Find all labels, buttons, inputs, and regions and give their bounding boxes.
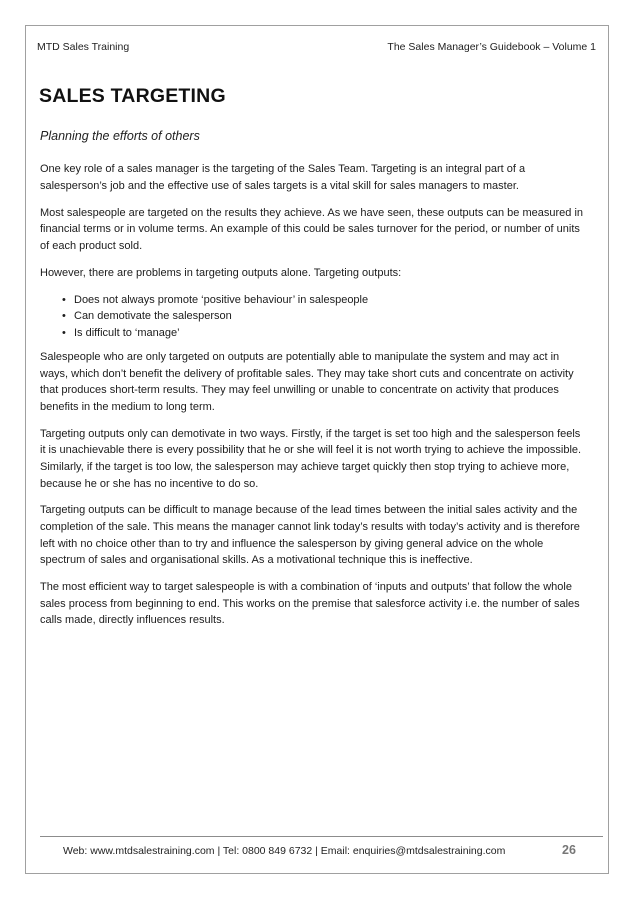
page-title: SALES TARGETING	[39, 85, 226, 107]
paragraph-problems: However, there are problems in targeting outputs alone. Targeting outputs:	[40, 266, 402, 279]
header-book-title: The Sales Manager’s Guidebook – Volume 1	[387, 41, 596, 53]
page-number: 26	[562, 843, 576, 857]
paragraph-manage: Targeting outputs can be difficult to manage because of the lead times between the initial sales activity and the completion of the sale. This means the manager cannot link today’s results with today’s activity and is therefore left with no choice other than to try and influence the salesperson by giving general advice on the whole spectrum of sales and organisational skills. As a motivational technique this is ineffective.	[40, 504, 580, 567]
page-subtitle: Planning the efforts of others	[40, 129, 200, 143]
bullet-item: • Does not always promote ‘positive behaviour’ in salespeople	[62, 292, 588, 308]
paragraph-results: Most salespeople are targeted on the results they achieve. As we have seen, these outputs can be measured in financial terms or in volume terms. An example of this could be sales turnover for the period, or number of units of each product sold.	[40, 206, 584, 252]
header-company: MTD Sales Training	[37, 41, 130, 53]
bullet-item: • Is difficult to ‘manage’	[62, 325, 588, 341]
footer-divider	[40, 836, 603, 837]
bullet-item: • Can demotivate the salesperson	[62, 308, 588, 324]
paragraph-manipulate: Salespeople who are only targeted on outputs are potentially able to manipulate the system and may act in ways, which don’t benefit the delivery of profitable sales. They may take short cuts and concentrate on activity that produces short-term results. They may feel unwilling or unable to concentrate on activity that produces benefits in the medium to long term.	[40, 350, 574, 413]
footer-contact: Web: www.mtdsalestraining.com | Tel: 0800 849 6732 | Email: enquiries@mtdsalestraining.com	[63, 845, 506, 857]
paragraph-intro: One key role of a sales manager is the targeting of the Sales Team. Targeting is an integral part of a salesperson’s job and the effective use of sales targets is a vital skill for sales managers to master.	[40, 163, 526, 192]
paragraph-demotivate: Targeting outputs only can demotivate in two ways. Firstly, if the target is set too high and the salesperson feels it is unachievable there is every possibility that he or she will feel it is not worth trying to achieve the impossible. Similarly, if the target is too low, the salesperson may achieve target quickly then stop trying to achieve more, because he or she has no incentive to do so.	[40, 427, 582, 490]
bullet-list	[40, 292, 588, 341]
body-text	[40, 161, 588, 639]
paragraph-efficient: The most efficient way to target salespeople is with a combination of ‘inputs and outputs’ that follow the whole sales process from beginning to end. This works on the premise that salesforce activity i.e. the number of sales calls made, directly influences results.	[40, 581, 580, 627]
